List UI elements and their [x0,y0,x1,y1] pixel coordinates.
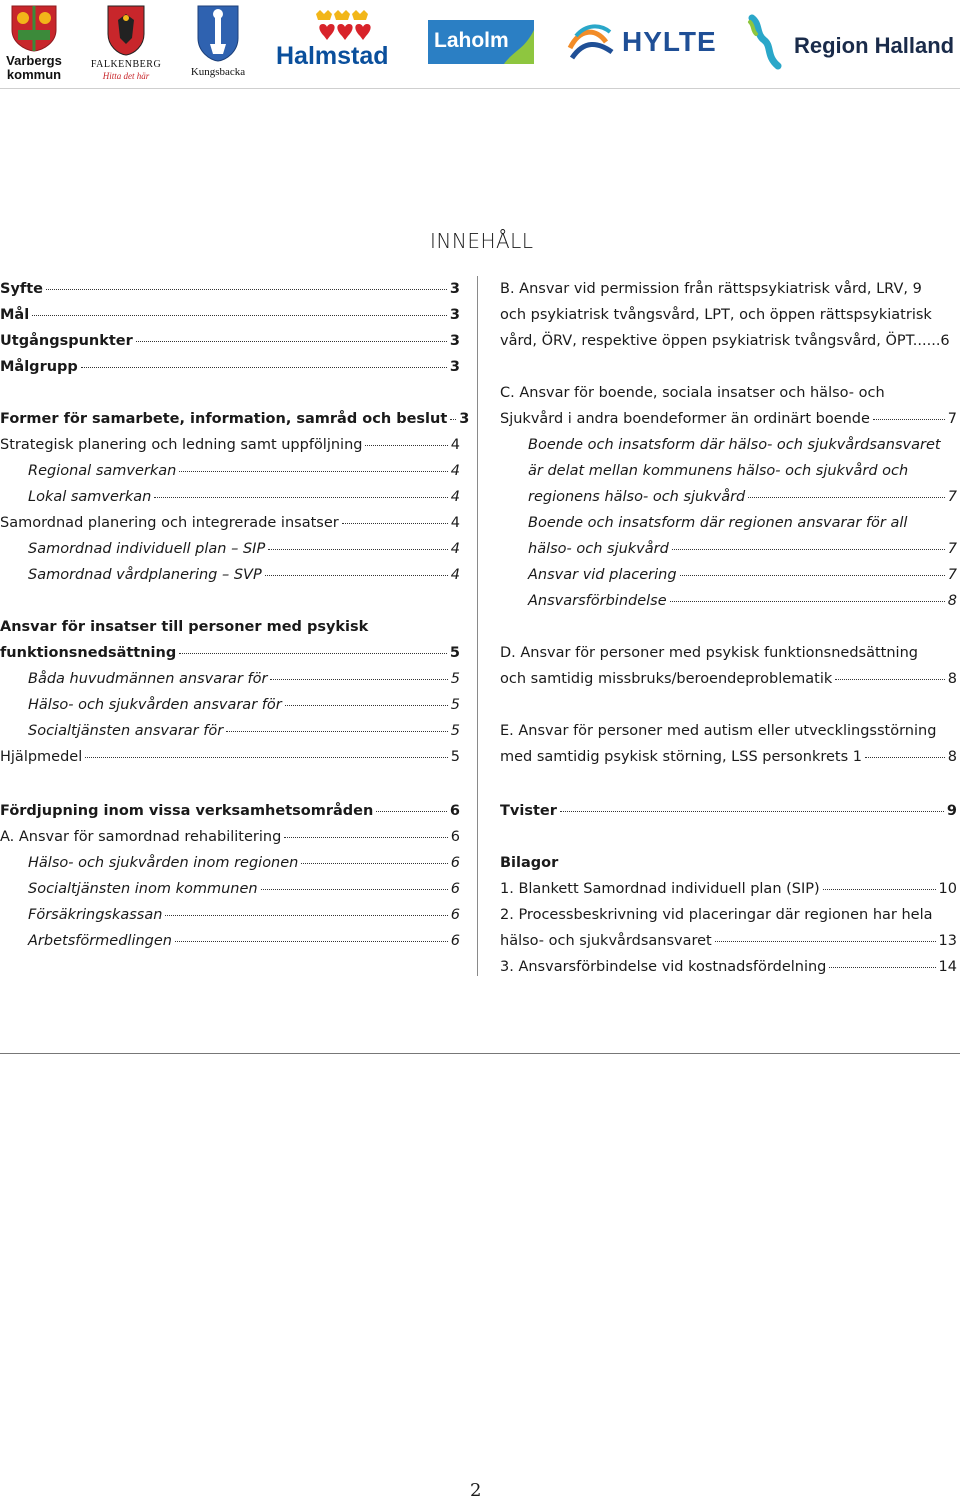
toc-subentry-line[interactable]: Boende och insatsform där regionen ansvarar för all [528,515,908,531]
toc-entry-line[interactable]: 2. Processbeskrivning vid placeringar där regionen har hela [500,907,933,923]
hylte-name: HYLTE [622,26,717,57]
toc-subentry[interactable]: Ansvarsförbindelse 8 [528,593,957,609]
toc-entry[interactable]: Fördjupning inom vissa verksamhetsområden 6 [0,803,460,819]
toc-entry[interactable]: Sjukvård i andra boendeformer än ordinärt boende 7 [500,411,957,427]
toc-entry-line[interactable]: och psykiatrisk tvångsvård, LPT, och öppen rättspsykiatrisk [500,307,932,323]
toc-subentry[interactable]: Försäkringskassan 6 [28,907,460,923]
toc-entry-line[interactable]: C. Ansvar för boende, sociala insatser och hälso- och [500,385,885,401]
toc-entry[interactable]: 1. Blankett Samordnad individuell plan (SIP) 10 [500,881,957,897]
toc-subentry[interactable]: Hälso- och sjukvården ansvarar för 5 [28,697,460,713]
header-divider [0,88,960,89]
toc-subentry[interactable]: Socialtjänsten ansvarar för 5 [28,723,460,739]
toc-entry-line[interactable]: E. Ansvar för personer med autism eller utvecklingsstörning [500,723,937,739]
toc-subentry[interactable]: Regional samverkan 4 [28,463,460,479]
kungsbacka-logo [186,4,250,86]
toc-entry[interactable]: hälso- och sjukvårdsansvaret 13 [500,933,957,949]
toc-entry[interactable]: Målgrupp 3 [0,359,460,375]
toc-entry-line[interactable]: vård, ÖRV, respektive öppen psykiatrisk tvångsvård, ÖPT......6 [500,333,950,349]
toc-entry[interactable]: 3. Ansvarsförbindelse vid kostnadsfördelning 14 [500,959,957,975]
toc-entry[interactable]: funktionsnedsättning 5 [0,645,460,661]
toc-subentry[interactable]: Lokal samverkan 4 [28,489,460,505]
toc-entry[interactable]: och samtidig missbruks/beroendeproblematik 8 [500,671,957,687]
varberg-line2: kommun [6,67,62,82]
toc-entry[interactable]: Former för samarbete, information, samråd och beslut 3 [0,411,470,427]
halmstad-logo [276,4,398,86]
toc-entry[interactable]: A. Ansvar för samordnad rehabilitering 6 [0,829,460,845]
toc-entry-heading[interactable]: Ansvar för insatser till personer med psykisk [0,619,369,635]
toc-section-heading: Bilagor [500,855,559,871]
falkenberg-tagline: Hitta det här [102,71,150,81]
kungsbacka-shield-icon [196,4,240,62]
varberg-shield-icon [8,4,60,52]
laholm-logo [428,4,534,86]
toc-entry[interactable]: Syfte 3 [0,281,460,297]
toc-title: INNEHÅLL [430,229,534,253]
falkenberg-shield-icon [106,4,146,56]
region-halland-map-icon [744,14,788,70]
bottom-divider [0,1053,960,1054]
toc-entry[interactable]: Tvister 9 [500,803,957,819]
falkenberg-name: FALKENBERG [90,59,162,70]
hylte-swirl-icon [566,18,616,68]
toc-entry[interactable]: Utgångspunkter 3 [0,333,460,349]
kungsbacka-name: Kungsbacka [190,66,246,78]
hylte-logo [566,4,716,86]
laholm-name: Laholm [434,29,509,52]
toc-entry[interactable]: Strategisk planering och ledning samt uppföljning 4 [0,437,460,453]
halmstad-name: Halmstad [276,42,389,70]
column-divider [477,276,478,976]
falkenberg-logo [90,4,162,86]
region-halland-logo [744,4,958,86]
toc-subentry[interactable]: regionens hälso- och sjukvård 7 [528,489,957,505]
toc-subentry[interactable]: hälso- och sjukvård 7 [528,541,957,557]
toc-entry-line[interactable]: D. Ansvar för personer med psykisk funktionsnedsättning [500,645,918,661]
varberg-line1: Varbergs [6,53,62,68]
toc-entry[interactable]: Hjälpmedel 5 [0,749,460,765]
region-halland-name: Region Halland [794,33,955,58]
toc-subentry[interactable]: Båda huvudmännen ansvarar för 5 [28,671,460,687]
varberg-logo [4,4,64,86]
logo-header [0,0,960,90]
toc-subentry[interactable]: Arbetsförmedlingen 6 [28,933,460,949]
page-number: 2 [470,1480,482,1501]
toc-subentry[interactable]: Samordnad individuell plan – SIP 4 [28,541,460,557]
toc-subentry[interactable]: Socialtjänsten inom kommunen 6 [28,881,460,897]
toc-subentry[interactable]: Ansvar vid placering 7 [528,567,957,583]
toc-entry[interactable]: med samtidig psykisk störning, LSS personkrets 1 8 [500,749,957,765]
toc-entry[interactable]: Samordnad planering och integrerade insatser 4 [0,515,460,531]
toc-subentry-line[interactable]: Boende och insatsform där hälso- och sjukvårdsansvaret [528,437,941,453]
toc-subentry[interactable]: Hälso- och sjukvården inom regionen 6 [28,855,460,871]
toc-entry-line[interactable]: B. Ansvar vid permission från rättspsykiatrisk vård, LRV, 9 [500,281,922,297]
toc-entry[interactable]: Mål 3 [0,307,460,323]
toc-subentry-line[interactable]: är delat mellan kommunens hälso- och sjukvård och [528,463,909,479]
toc-subentry[interactable]: Samordnad vårdplanering – SVP 4 [28,567,460,583]
